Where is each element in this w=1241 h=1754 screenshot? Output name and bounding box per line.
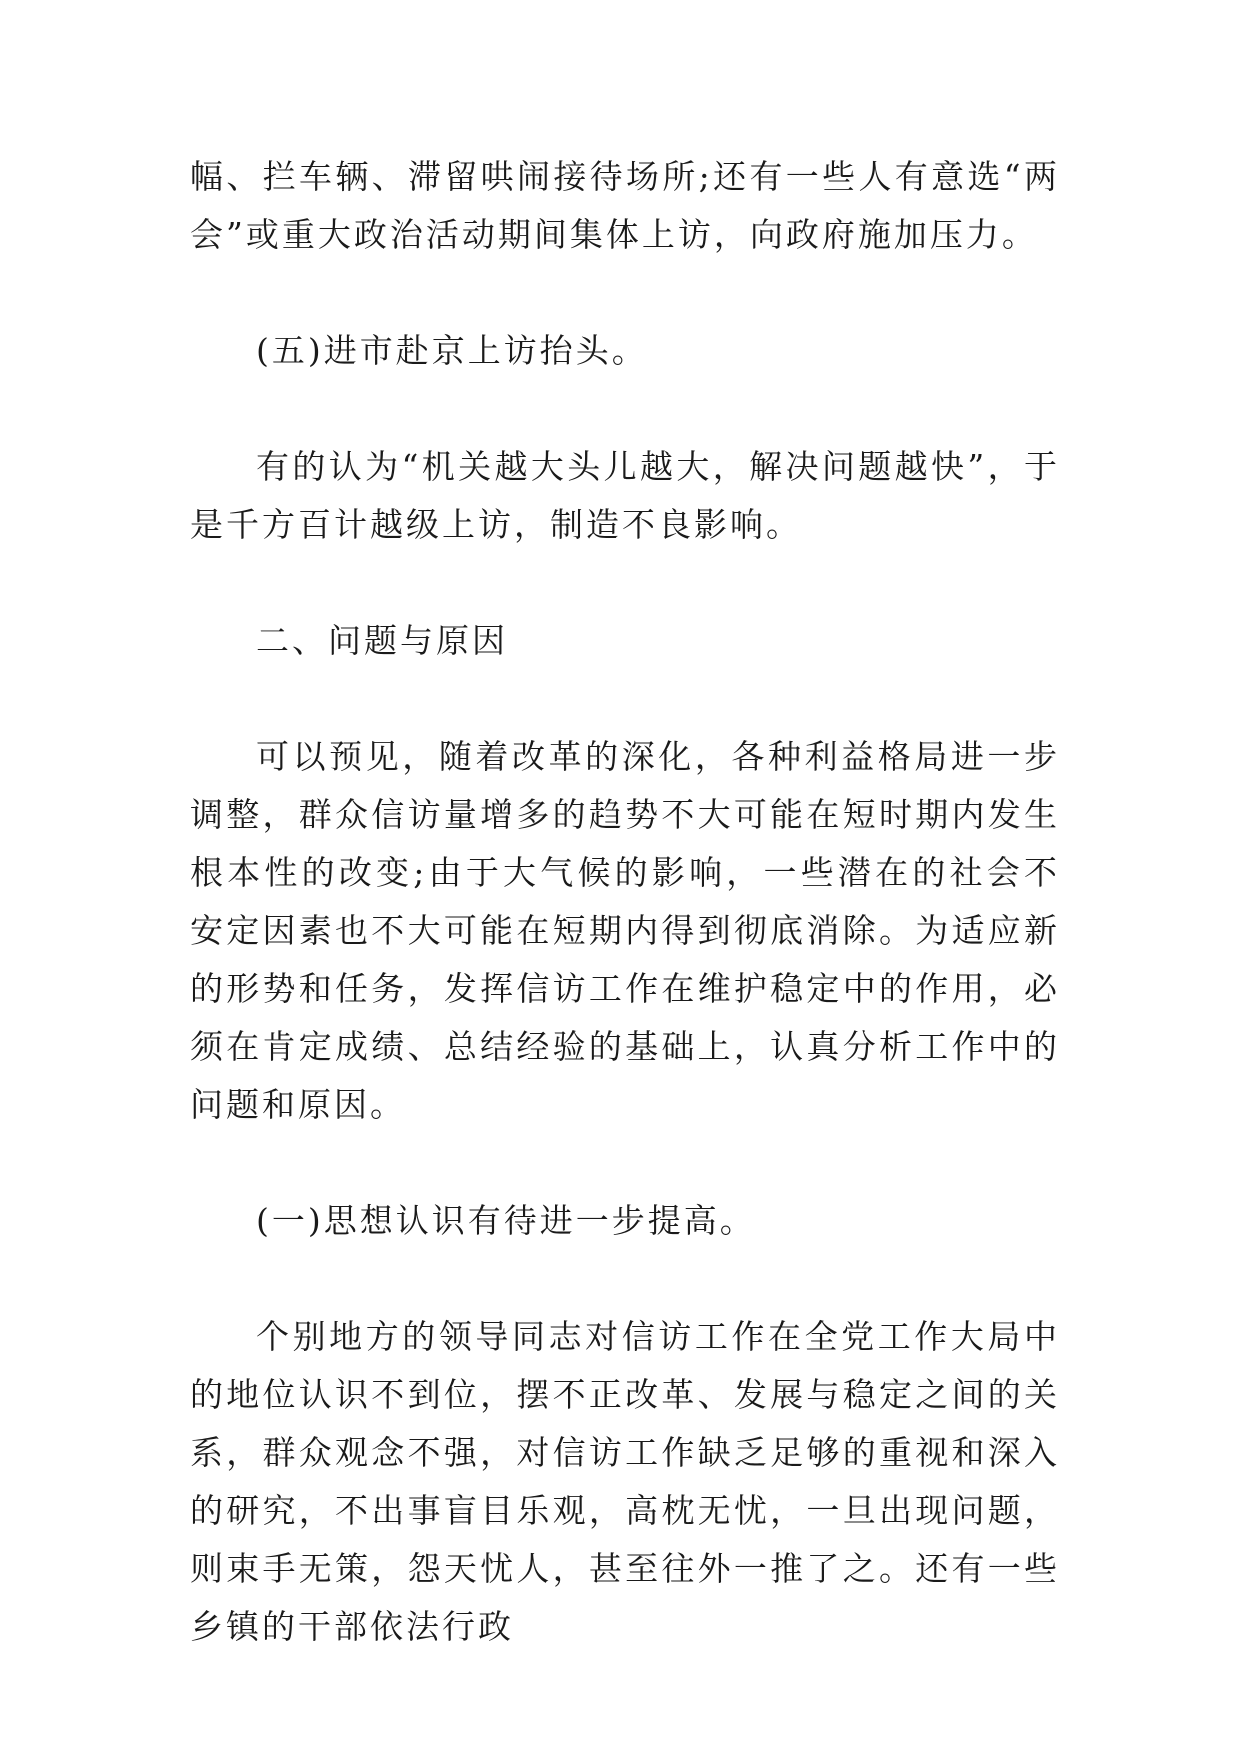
section-heading-problems-causes: 二、问题与原因 (256, 621, 508, 660)
section-heading-one: (一)思想认识有待进一步提高。 (256, 1201, 756, 1240)
section-heading-five: (五)进市赴京上访抬头。 (256, 331, 648, 370)
document-body (190, 148, 1060, 1714)
paragraph-leadership-awareness: 个别地方的领导同志对信访工作在全党工作大局中的地位认识不到位，摆不正改革、发展与稳定之间的关系，群众观念不强，对信访工作缺乏足够的重视和深入的研究，不出事盲目乐观，高枕无忧，一旦出现问题，则束手无策，怨天忧人，甚至往外一推了之。还有一些乡镇的干部依法行政 (190, 1317, 1060, 1646)
paragraph-foresee-reform: 可以预见，随着改革的深化，各种利益格局进一步调整，群众信访量增多的趋势不大可能在短时期内发生根本性的改变;由于大气候的影响，一些潜在的社会不安定因素也不大可能在短期内得到彻底消除。为适应新的形势和任务，发挥信访工作在维护稳定中的作用，必须在肯定成绩、总结经验的基础上，认真分析工作中的问题和原因。 (190, 737, 1060, 1124)
paragraph-petition-pressure: 幅、拦车辆、滞留哄闹接待场所;还有一些人有意选“两会”或重大政治活动期间集体上访，向政府施加压力。 (190, 157, 1060, 254)
paragraph-skip-level-petition: 有的认为“机关越大头儿越大，解决问题越快”，于是千方百计越级上访，制造不良影响。 (190, 447, 1060, 544)
